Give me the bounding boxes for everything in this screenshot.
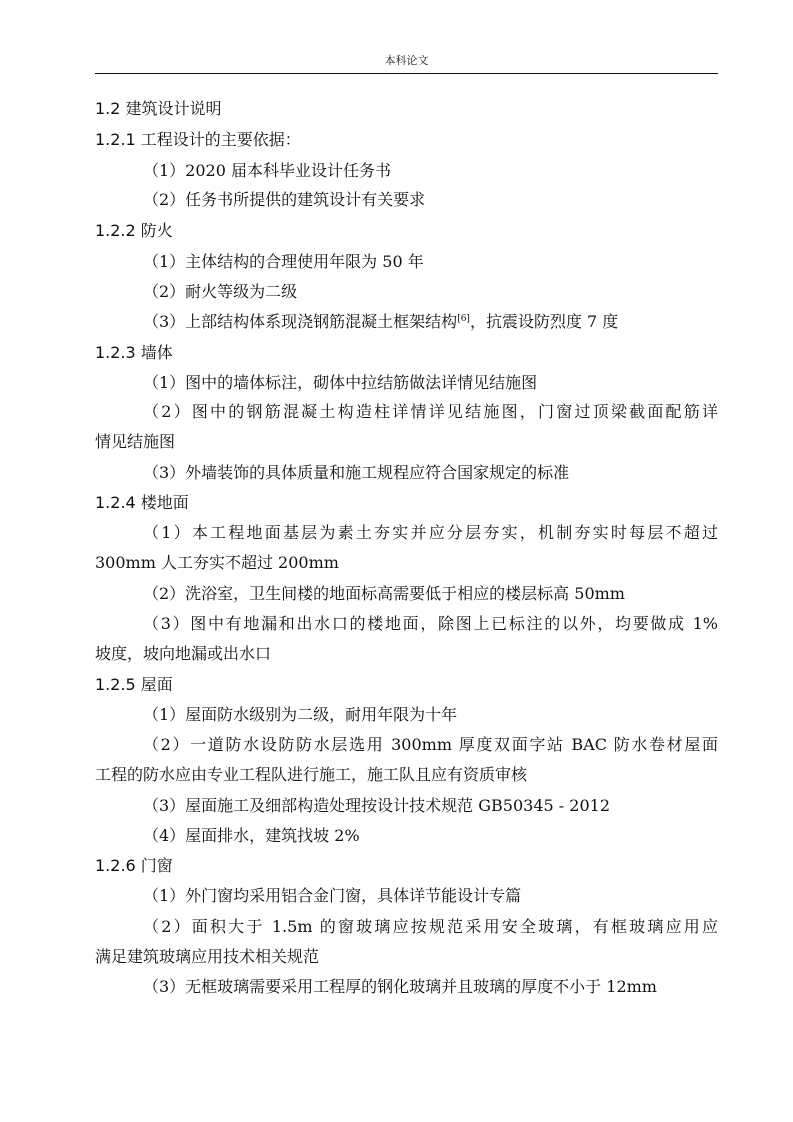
paragraph-text: （3）上部结构体系现浇钢筋混凝土框架结构 bbox=[143, 312, 458, 331]
paragraph-continuation: 满足建筑玻璃应用技术相关规范 bbox=[95, 947, 320, 966]
section-heading: 1.2 建筑设计说明 bbox=[95, 99, 222, 118]
paragraph: （1）主体结构的合理使用年限为 50 年 bbox=[143, 252, 424, 271]
subsection-heading-1-2-1: 1.2.1 工程设计的主要依据： bbox=[95, 130, 301, 149]
paragraph: （2）任务书所提供的建筑设计有关要求 bbox=[143, 190, 426, 209]
subsection-heading-1-2-2: 1.2.2 防火 bbox=[95, 221, 173, 240]
paragraph: （3）外墙装饰的具体质量和施工规程应符合国家规定的标准 bbox=[143, 463, 570, 482]
paragraph: （2）图中的钢筋混凝土构造柱详情详见结施图，门窗过顶梁截面配筋详 bbox=[143, 402, 718, 421]
paragraph: （2）耐火等级为二级 bbox=[143, 282, 298, 301]
header-rule bbox=[95, 73, 718, 74]
paragraph: （2）一道防水设防防水层选用 300mm 厚度双面字站 BAC 防水卷材屋面 bbox=[143, 735, 718, 754]
subsection-heading-1-2-5: 1.2.5 屋面 bbox=[95, 675, 173, 694]
paragraph: （2）洗浴室，卫生间楼的地面标高需要低于相应的楼层标高 50mm bbox=[143, 584, 625, 603]
paragraph: （1）本工程地面基层为素土夯实并应分层夯实，机制夯实时每层不超过 bbox=[143, 523, 718, 542]
paragraph: （2）面积大于 1.5m 的窗玻璃应按规范采用安全玻璃，有框玻璃应用应 bbox=[143, 917, 718, 936]
paragraph-continuation: 300mm 人工夯实不超过 200mm bbox=[95, 553, 339, 572]
subsection-heading-1-2-6: 1.2.6 门窗 bbox=[95, 856, 173, 875]
paragraph: （3）图中有地漏和出水口的楼地面，除图上已标注的以外，均要做成 1% bbox=[143, 614, 718, 633]
paragraph bbox=[143, 310, 718, 334]
paragraph: （1）屋面防水级别为二级，耐用年限为十年 bbox=[143, 705, 458, 724]
paragraph: （3）无框玻璃需要采用工程厚的钢化玻璃并且玻璃的厚度不小于 12mm bbox=[143, 977, 657, 996]
paragraph: （1）图中的墙体标注，砌体中拉结筋做法详情见结施图 bbox=[143, 373, 538, 392]
paragraph: （1）2020 届本科毕业设计任务书 bbox=[143, 161, 391, 180]
paragraph-text: ，抗震设防烈度 7 度 bbox=[469, 312, 619, 331]
subsection-heading-1-2-4: 1.2.4 楼地面 bbox=[95, 493, 189, 512]
subsection-heading-1-2-3: 1.2.3 墙体 bbox=[95, 343, 173, 362]
paragraph-continuation: 工程的防水应由专业工程队进行施工，施工队且应有资质审核 bbox=[95, 765, 528, 784]
citation-ref: [6] bbox=[457, 314, 470, 324]
paragraph: （4）屋面排水，建筑找坡 2% bbox=[143, 826, 360, 845]
running-header: 本科论文 bbox=[384, 54, 429, 67]
paragraph-continuation: 情见结施图 bbox=[95, 432, 176, 451]
paragraph: （1）外门窗均采用铝合金门窗，具体详节能设计专篇 bbox=[143, 886, 522, 905]
paragraph: （3）屋面施工及细部构造处理按设计技术规范 GB50345 - 2012 bbox=[143, 796, 611, 815]
paragraph-continuation: 坡度，坡向地漏或出水口 bbox=[95, 644, 272, 663]
